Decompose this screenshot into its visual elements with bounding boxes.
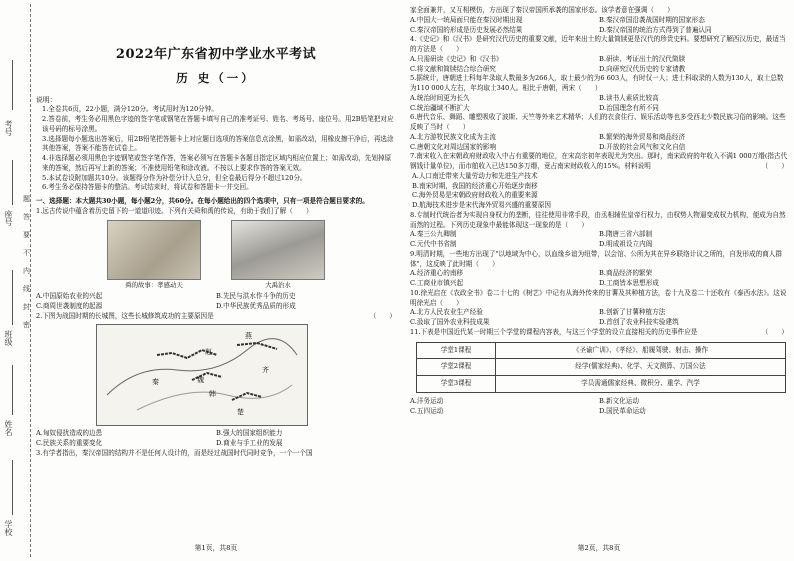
option[interactable]: D.向研究汉代历史的专家请教 bbox=[599, 64, 686, 73]
options-row bbox=[410, 104, 788, 114]
options-row bbox=[36, 292, 396, 302]
option[interactable]: C.元代中书省制 bbox=[410, 240, 457, 248]
option[interactable]: B.研读、考证出土的汉代简牍 bbox=[599, 54, 686, 63]
section-heading: 一、选择题：本大题共30小题，每小题2分，共60分。在每小题给出的四个选项中，只有一项是符合题目要求的。 bbox=[36, 197, 369, 206]
option[interactable]: A.北方游牧民族文化成为主流 bbox=[410, 132, 496, 141]
shun-painting-image bbox=[107, 220, 201, 280]
figure bbox=[107, 220, 201, 290]
question-10-stem: 10.徐光启在《农政全书》卷二十七的《树艺》中记有从海外传来的甘薯及其种植方法，卷十九及卷二十还收有《泰西水法》。这说明徐光启（ ） bbox=[410, 288, 787, 307]
figure bbox=[231, 220, 325, 290]
options-row bbox=[410, 143, 788, 153]
options-row bbox=[410, 55, 788, 65]
options-row bbox=[410, 407, 788, 417]
option[interactable]: B.新文化运动 bbox=[599, 396, 639, 405]
option[interactable]: B.隋唐三省六部制 bbox=[599, 230, 653, 239]
option[interactable]: C.统治疆域不断扩大 bbox=[410, 103, 470, 112]
options-row bbox=[410, 26, 788, 36]
option[interactable]: C.商周世袭制度的起源 bbox=[36, 301, 103, 310]
option[interactable]: C.汲取了国外农业科技成果 bbox=[410, 318, 490, 326]
question-7-stem bbox=[410, 152, 788, 172]
option[interactable]: D.国民革命运动 bbox=[599, 406, 646, 415]
option[interactable]: C.工商业市镇兴起 bbox=[410, 279, 464, 287]
option[interactable]: B.秦汉帝国沿袭战国时期的国家形态 bbox=[599, 15, 705, 24]
instruction-item: 1.全卷共6页，22小题，满分120分。考试用时为120分钟。 bbox=[42, 105, 218, 114]
image-caption: 大禹治水 bbox=[265, 280, 291, 289]
option[interactable]: A.人口南迁带来大量劳动力和先进生产技术 bbox=[412, 171, 538, 180]
option[interactable]: A.经济重心的南移 bbox=[410, 269, 464, 278]
options-row bbox=[410, 94, 788, 104]
question-text: 2.下图为战国时期的长城图，这些长城修筑成功的主要原因是 bbox=[36, 311, 214, 320]
seal-char: 不 bbox=[23, 249, 30, 257]
option[interactable]: B.南宋时期，我国的经济重心开始逐步南移 bbox=[412, 181, 538, 190]
options-row bbox=[36, 439, 396, 449]
options-row bbox=[410, 397, 788, 407]
option[interactable]: B.强大的国家组织能力 bbox=[216, 429, 283, 438]
option[interactable]: C.五四运动 bbox=[410, 406, 444, 415]
table-row bbox=[417, 376, 786, 393]
options-row bbox=[410, 16, 788, 26]
seal-warning bbox=[23, 190, 31, 334]
strip-line bbox=[12, 270, 13, 325]
option[interactable]: C.将文献和简牍结合综合研究 bbox=[410, 64, 497, 73]
map-label: 魏 bbox=[197, 376, 204, 385]
seal-char: 要 bbox=[23, 231, 30, 239]
question-2-stem bbox=[36, 312, 396, 322]
map-label: 赵 bbox=[205, 348, 212, 357]
map-label: 燕 bbox=[245, 332, 252, 341]
curriculum-table bbox=[416, 342, 786, 393]
instruction-item: 3.选择题每小题选出答案后，用2B铅笔把答题卡上对应题目选项的答案信息点涂黑，如需改动，用橡皮擦干净后，再选涂其他答案，答案不能答在试卷上。 bbox=[42, 134, 394, 153]
table-cell-key: 学堂1课程 bbox=[417, 342, 496, 359]
exam-title: 2022年广东省初中学业水平考试 bbox=[115, 47, 317, 62]
option[interactable]: B.商品经济的繁荣 bbox=[599, 269, 653, 278]
seal-char: 内 bbox=[23, 267, 30, 275]
question-11-stem bbox=[410, 328, 788, 338]
strip-label-name: 姓名 bbox=[4, 420, 13, 436]
instruction-item: 6.考生务必保持答题卡的整洁。考试结束时，将试卷和答题卡一并交回。 bbox=[42, 183, 253, 192]
seal-char: 封 bbox=[23, 303, 30, 311]
strip-label-exam-no: 考号 bbox=[4, 120, 13, 136]
option[interactable]: C.民族关系的重要变化 bbox=[36, 439, 103, 448]
image-caption: 舜的故事：孝感动天 bbox=[125, 280, 183, 289]
option[interactable]: C.秦汉帝国的形成是历史发展必然结果 bbox=[410, 25, 523, 34]
page-footer: 第2页，共8页 bbox=[577, 543, 621, 552]
page-two bbox=[410, 0, 788, 561]
table-cell-value: 《圣谕广训》、《孝经》、船履驾驶、射击、操作 bbox=[496, 342, 786, 359]
great-wall-map bbox=[96, 324, 308, 426]
table-cell-key: 学堂2课程 bbox=[417, 359, 496, 376]
option[interactable]: D.治国理念有所不同 bbox=[599, 103, 659, 112]
table-row bbox=[417, 342, 786, 359]
option[interactable]: D.航海技术进步是宋代海外贸易兴盛的重要原因 bbox=[412, 201, 552, 209]
option[interactable]: A.北方人民农业生产经验 bbox=[410, 308, 483, 317]
option[interactable]: B.繁荣的海外贸易和商品经济 bbox=[599, 132, 686, 141]
answer-bracket: （ ） bbox=[369, 311, 396, 320]
option[interactable]: C.唐朝文化对周边国家的影响 bbox=[410, 142, 497, 151]
table-cell-key: 学堂3课程 bbox=[417, 376, 496, 393]
question-8-stem: 8.专制时代统治者为实现自身权力的垄断，往往使用非常手段，由丞相辅佐皇帝行权力，由权势人物逼变成权力机构，便成为自然而然的过程。下列历史现象中最能体现这一现象的是（ ） bbox=[410, 210, 786, 229]
question-9-stem: 9.明清时期，一些地方出现了"以地域为中心，以血缘乡谊为纽带，以会馆、公所为其在异乡联络计议之所的，自发形成的商人群体"，这反映了此时期（ ） bbox=[410, 249, 782, 268]
page-footer: 第1页，共8页 bbox=[194, 543, 238, 552]
page-one bbox=[36, 0, 396, 561]
question-text: 7.南宋收入在宋朝政府财政收入中占有重要的地位，在宋高宗初年表现尤为突出。那时，南宋政府的年收入不满1 000万缗(指古代钢钱计量单位)，而市舶收入已达150多万缗，竟占南宋财政收入的15%。材料说明 bbox=[410, 152, 788, 170]
seal-char: 题 bbox=[23, 195, 30, 203]
options-row bbox=[410, 230, 788, 240]
strip-line bbox=[12, 460, 13, 515]
options-row bbox=[410, 240, 788, 250]
map-label: 韩 bbox=[209, 390, 216, 399]
option[interactable]: A.统治时间更为长久 bbox=[410, 93, 470, 102]
options-row bbox=[410, 279, 788, 289]
strip-line bbox=[12, 365, 13, 415]
answer-bracket: （ ） bbox=[761, 327, 788, 336]
seal-char: 密 bbox=[23, 321, 30, 329]
strip-label-class: 班级 bbox=[4, 330, 13, 346]
question-3-continued: 家全面兼并，又互相模仿，方出现了秦汉帝国所承袭的国家形态。该学者意在强调（ ） bbox=[410, 6, 674, 14]
options-row bbox=[410, 308, 788, 318]
option[interactable]: A.中国大一统局面只能在秦汉时期出现 bbox=[410, 15, 523, 24]
question-3-stem: 3.有学者指出，秦汉帝国的结构并不是任何人设计的，而是经过战国时代同时竞争，一个一个国 bbox=[36, 448, 313, 457]
option[interactable]: B.创新了甘薯种植方法 bbox=[599, 308, 666, 317]
answer-bracket: （ ） bbox=[761, 162, 788, 170]
options-row bbox=[410, 318, 788, 328]
question-5-stem: 5.据统计，唐朝进士科每年录取人数最多为266人，取士最少的为6 603人，有时仅一人；进士科取录的人数为130人，取士总数为110 000人左右，年均取士340人。相比于唐朝，两宋（ ） bbox=[410, 74, 784, 92]
map-label: 秦 bbox=[152, 378, 159, 387]
yu-flood-painting-image bbox=[231, 220, 325, 280]
options-row bbox=[36, 429, 396, 439]
options-row bbox=[410, 65, 788, 75]
strip-line bbox=[12, 60, 13, 110]
strip-label-seat: 座号 bbox=[4, 210, 13, 226]
map-label: 楚 bbox=[237, 408, 244, 417]
option[interactable]: D.商业与手工业的发展 bbox=[216, 439, 283, 448]
options-row bbox=[36, 302, 396, 312]
map-label: 齐 bbox=[262, 366, 269, 375]
option[interactable]: C.海外贸易是宋朝政府财政收入的重要来源 bbox=[412, 191, 538, 200]
option[interactable]: D.开放的社会风气和文化自信 bbox=[599, 142, 686, 151]
option[interactable]: D.首创了农业科技实验建筑 bbox=[599, 318, 679, 326]
seal-char: 线 bbox=[23, 285, 30, 293]
question-1-images bbox=[36, 220, 396, 290]
strip-label-school: 学校 bbox=[4, 520, 13, 536]
option[interactable]: A.只需研读《史记》和《汉书》 bbox=[410, 54, 503, 63]
options-row bbox=[410, 269, 788, 279]
option[interactable]: A.秦三公九卿制 bbox=[410, 230, 457, 239]
instruction-item: 2.答卷前，考生务必用黑色字迹的签字笔或钢笔在答题卡填写自己的准考证号、姓名、考场号、座位号。用2B铅笔把对应该号码的标号涂黑。 bbox=[42, 115, 394, 133]
table-row bbox=[417, 359, 786, 376]
option[interactable]: D.秦汉帝国的统治方式得到了普遍认同 bbox=[599, 25, 712, 34]
option[interactable]: D.明成祖设立内阁 bbox=[599, 240, 653, 248]
option[interactable]: A.中国原始农业的兴起 bbox=[36, 292, 103, 301]
strip-line bbox=[12, 160, 13, 205]
option[interactable]: A.洋务运动 bbox=[410, 396, 444, 405]
exam-subtitle: 历 史（一） bbox=[176, 71, 256, 86]
question-6-stem: 6.唐代音乐、舞蹈、雕塑吸收了波斯、天竺等外来艺术精华；人们的衣食住行、娱乐活动等也多受西北少数民族习俗的影响。这些反映了当时（ ） bbox=[410, 113, 786, 131]
table-cell-value: 经学(儒家经典)、化学、天文测算、万国公法 bbox=[496, 359, 786, 376]
option[interactable]: B.先民与洪水作斗争的历史 bbox=[216, 292, 296, 301]
option[interactable]: A.匈奴侵扰造成的边患 bbox=[36, 429, 103, 438]
instructions-heading: 说明： bbox=[36, 96, 57, 105]
table-cell-value: 学员需通儒家经典、微积分、重学、汽学 bbox=[496, 376, 786, 393]
options-row bbox=[410, 133, 788, 143]
seal-char: 答 bbox=[23, 213, 30, 221]
option[interactable]: D.工商皆本思想形成 bbox=[599, 279, 659, 287]
instruction-item: 5.本试卷设附加题共10分。该题得分作为补偿分计入总分，但全卷最后得分不超过120分。 bbox=[42, 173, 307, 182]
question-text: 11.下表是中国近代某一时期三个学堂的课程内容表，与这三个学堂的设立直接相关的历史事件应是 bbox=[410, 327, 698, 336]
question-1-stem: 1.远古传说中蕴含着历史留下的一道道印迹。下列有关舜和禹的传说，有助于我们了解（ ） bbox=[36, 206, 313, 215]
instruction-item: 4.非选择题必须用黑色字迹钢笔或签字笔作答，答案必须写在答题卡各题目指定区域内相应位置上；如需改动，先划掉原来的答案，然后再写上新的答案；不准使用铅笔和涂改液。不按以上要求作答的答案无效。 bbox=[42, 154, 392, 172]
option[interactable]: D.中华民族优秀品质的形成 bbox=[216, 301, 296, 310]
option[interactable]: B.读书人素质比较高 bbox=[599, 93, 659, 102]
question-4-stem: 4.《史记》和《汉书》是研究汉代历史的重要文献，近年来出土的大量简牍更是汉代的珍贵史料。要想研究了解西汉历史，最适当的方法是（ ） bbox=[410, 35, 786, 53]
